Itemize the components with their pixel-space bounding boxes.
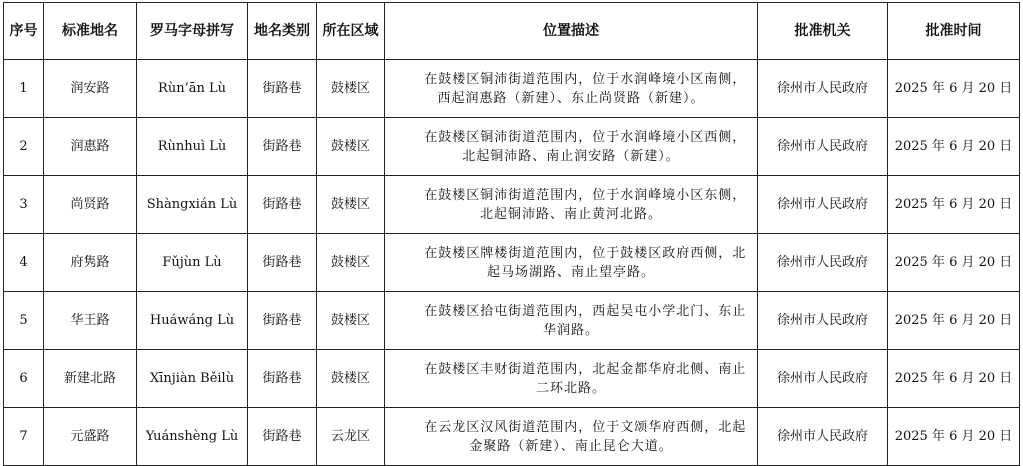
cell-name: 尚贤路 bbox=[44, 176, 137, 234]
table-row bbox=[4, 408, 1020, 466]
cell-category: 街路巷 bbox=[248, 176, 317, 234]
cell-pinyin: Shàngxián Lù bbox=[137, 176, 248, 234]
cell-pinyin: Yuánshèng Lù bbox=[137, 408, 248, 466]
table-row bbox=[4, 292, 1020, 350]
header-row bbox=[4, 3, 1020, 60]
description-text: 在鼓楼区丰财街道范围内，北起金都华府北侧、南止二环北路。 bbox=[424, 361, 747, 396]
table-row bbox=[4, 60, 1020, 118]
cell-category: 街路巷 bbox=[248, 350, 317, 408]
table-row bbox=[4, 350, 1020, 408]
cell-authority: 徐州市人民政府 bbox=[758, 292, 888, 350]
cell-name: 华王路 bbox=[44, 292, 137, 350]
cell-seq: 2 bbox=[4, 118, 44, 176]
cell-name: 润安路 bbox=[44, 60, 137, 118]
cell-description bbox=[385, 60, 758, 118]
cell-seq: 6 bbox=[4, 350, 44, 408]
header-seq: 序号 bbox=[4, 3, 44, 60]
header-standard-name: 标准地名 bbox=[44, 3, 137, 60]
cell-region: 鼓楼区 bbox=[317, 60, 385, 118]
cell-description bbox=[385, 176, 758, 234]
cell-name: 润惠路 bbox=[44, 118, 137, 176]
cell-authority: 徐州市人民政府 bbox=[758, 60, 888, 118]
cell-authority: 徐州市人民政府 bbox=[758, 234, 888, 292]
cell-seq: 1 bbox=[4, 60, 44, 118]
cell-authority: 徐州市人民政府 bbox=[758, 118, 888, 176]
cell-description bbox=[385, 408, 758, 466]
description-text: 在鼓楼区牌楼街道范围内，位于鼓楼区政府西侧，北起马场湖路、南止望亭路。 bbox=[424, 245, 747, 280]
cell-pinyin: Huáwáng Lù bbox=[137, 292, 248, 350]
description-text: 在云龙区汉风街道范围内，位于文颂华府西侧，北起金聚路（新建）、南止昆仑大道。 bbox=[424, 419, 747, 454]
description-text: 在鼓楼区铜沛街道范围内，位于水润峰境小区南侧，西起润惠路（新建）、东止尚贤路（新建）。 bbox=[424, 71, 747, 106]
cell-date: 2025 年 6 月 20 日 bbox=[888, 292, 1020, 350]
cell-seq: 4 bbox=[4, 234, 44, 292]
cell-region: 鼓楼区 bbox=[317, 176, 385, 234]
cell-name: 府隽路 bbox=[44, 234, 137, 292]
cell-description bbox=[385, 292, 758, 350]
cell-name: 新建北路 bbox=[44, 350, 137, 408]
cell-seq: 7 bbox=[4, 408, 44, 466]
cell-name: 元盛路 bbox=[44, 408, 137, 466]
cell-pinyin: Rùnhuì Lù bbox=[137, 118, 248, 176]
cell-date: 2025 年 6 月 20 日 bbox=[888, 176, 1020, 234]
cell-category: 街路巷 bbox=[248, 60, 317, 118]
header-location: 位置描述 bbox=[385, 3, 758, 60]
header-authority: 批准机关 bbox=[758, 3, 888, 60]
cell-region: 鼓楼区 bbox=[317, 350, 385, 408]
cell-category: 街路巷 bbox=[248, 118, 317, 176]
cell-pinyin: Xīnjiàn Běilù bbox=[137, 350, 248, 408]
cell-date: 2025 年 6 月 20 日 bbox=[888, 60, 1020, 118]
cell-authority: 徐州市人民政府 bbox=[758, 408, 888, 466]
cell-description bbox=[385, 234, 758, 292]
cell-authority: 徐州市人民政府 bbox=[758, 350, 888, 408]
place-name-table bbox=[3, 2, 1020, 466]
table-row bbox=[4, 118, 1020, 176]
header-region: 所在区域 bbox=[317, 3, 385, 60]
header-pinyin: 罗马字母拼写 bbox=[137, 3, 248, 60]
cell-pinyin: Rùn’ān Lù bbox=[137, 60, 248, 118]
cell-date: 2025 年 6 月 20 日 bbox=[888, 118, 1020, 176]
header-category: 地名类别 bbox=[248, 3, 317, 60]
cell-region: 云龙区 bbox=[317, 408, 385, 466]
cell-authority: 徐州市人民政府 bbox=[758, 176, 888, 234]
description-text: 在鼓楼区铜沛街道范围内，位于水润峰境小区东侧，北起铜沛路、南止黄河北路。 bbox=[424, 187, 747, 222]
cell-region: 鼓楼区 bbox=[317, 118, 385, 176]
cell-seq: 3 bbox=[4, 176, 44, 234]
cell-region: 鼓楼区 bbox=[317, 292, 385, 350]
cell-date: 2025 年 6 月 20 日 bbox=[888, 408, 1020, 466]
cell-description bbox=[385, 118, 758, 176]
cell-region: 鼓楼区 bbox=[317, 234, 385, 292]
cell-pinyin: Fǔjùn Lù bbox=[137, 234, 248, 292]
cell-date: 2025 年 6 月 20 日 bbox=[888, 234, 1020, 292]
description-text: 在鼓楼区拾屯街道范围内，西起吴屯小学北门、东止华润路。 bbox=[424, 303, 747, 338]
cell-description bbox=[385, 350, 758, 408]
table-row bbox=[4, 176, 1020, 234]
cell-category: 街路巷 bbox=[248, 234, 317, 292]
description-text: 在鼓楼区铜沛街道范围内，位于水润峰境小区西侧，北起铜沛路、南止润安路（新建）。 bbox=[424, 129, 747, 164]
header-date: 批准时间 bbox=[888, 3, 1020, 60]
cell-seq: 5 bbox=[4, 292, 44, 350]
cell-category: 街路巷 bbox=[248, 408, 317, 466]
cell-date: 2025 年 6 月 20 日 bbox=[888, 350, 1020, 408]
table-row bbox=[4, 234, 1020, 292]
cell-category: 街路巷 bbox=[248, 292, 317, 350]
